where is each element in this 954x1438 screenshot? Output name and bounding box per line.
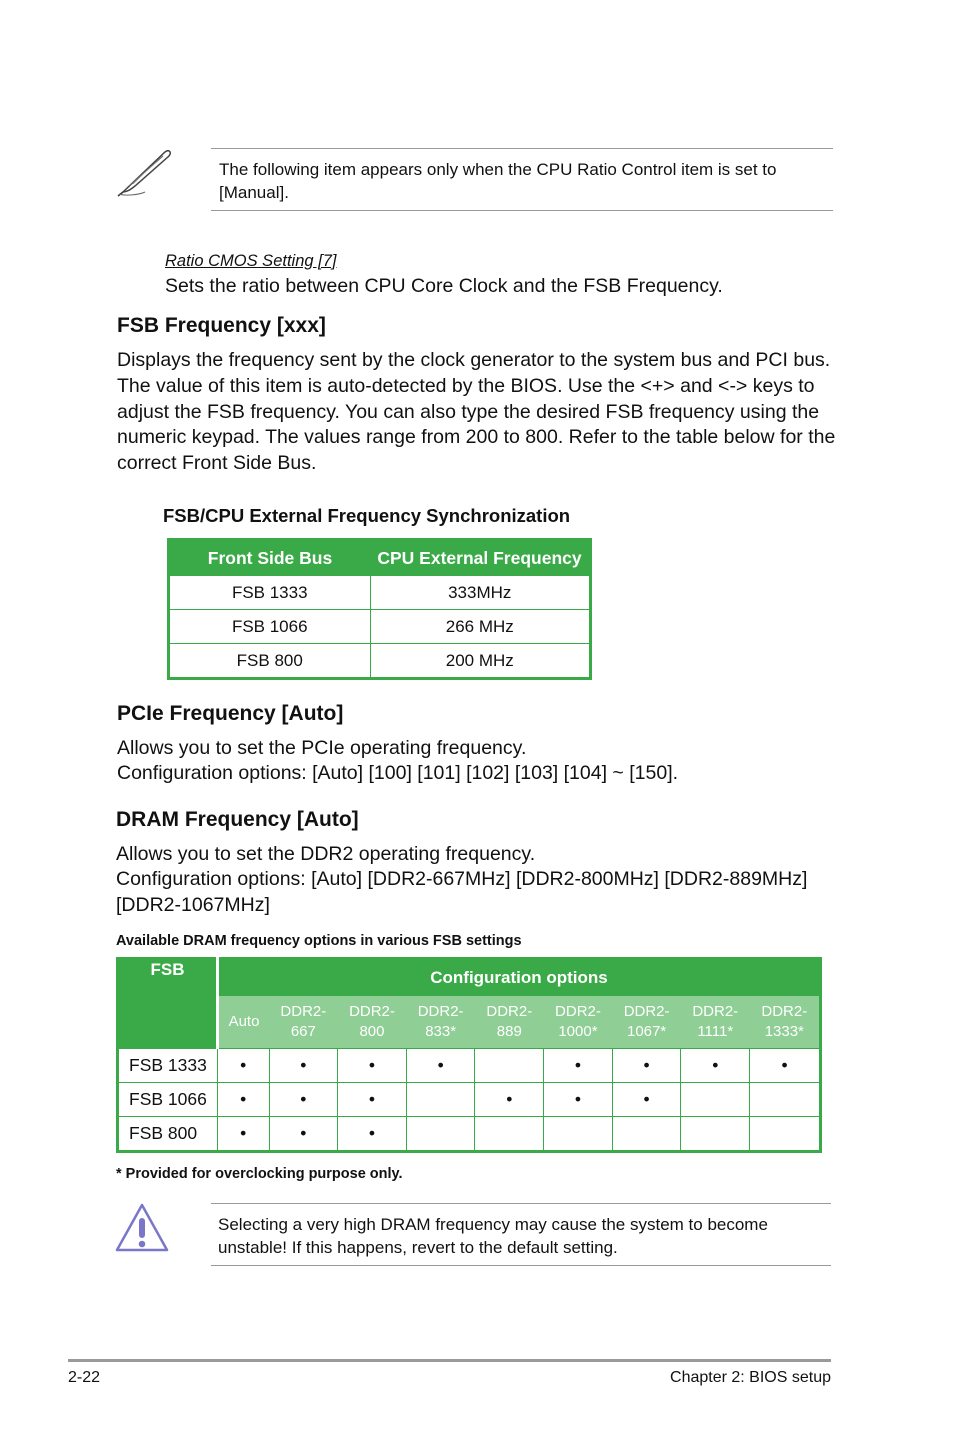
option-cell bbox=[406, 1117, 475, 1152]
option-cell: • bbox=[544, 1083, 613, 1117]
option-cell: • bbox=[269, 1117, 338, 1152]
option-cell bbox=[681, 1083, 750, 1117]
pcie-line1: Allows you to set the PCIe operating frequency. bbox=[117, 737, 527, 759]
option-header-line: DDR2- bbox=[349, 1003, 395, 1020]
row-label: FSB 1333 bbox=[118, 1049, 218, 1083]
table-cell: FSB 800 bbox=[169, 644, 371, 679]
ratio-cmos-title: Ratio CMOS Setting [7] bbox=[165, 252, 337, 270]
table-row bbox=[118, 1117, 821, 1152]
option-cell: • bbox=[612, 1083, 681, 1117]
fsb-table-header: Front Side Bus bbox=[169, 540, 371, 576]
option-header-line: DDR2- bbox=[623, 1003, 670, 1020]
option-cell: • bbox=[218, 1049, 270, 1083]
table-row bbox=[169, 610, 591, 644]
option-cell: • bbox=[218, 1083, 270, 1117]
note1-bottom-rule bbox=[211, 210, 833, 211]
option-header-line: 1333* bbox=[764, 1023, 804, 1040]
table-cell: 333MHz bbox=[370, 576, 591, 610]
dram-footnote: * Provided for overclocking purpose only. bbox=[116, 1166, 403, 1182]
option-header-line: 667 bbox=[290, 1023, 316, 1040]
footer-rule bbox=[68, 1359, 831, 1362]
table-cell: 200 MHz bbox=[370, 644, 591, 679]
fsb-table-title: FSB/CPU External Frequency Synchronization bbox=[163, 505, 571, 526]
option-header-line: 889 bbox=[496, 1023, 522, 1040]
option-header-line: 1111* bbox=[697, 1023, 734, 1040]
dram-table-title: Available DRAM frequency options in various FSB settings bbox=[116, 933, 522, 949]
option-header bbox=[475, 996, 544, 1049]
row-label: FSB 800 bbox=[118, 1117, 218, 1152]
ratio-cmos-desc: Sets the ratio between CPU Core Clock and the FSB Frequency. bbox=[165, 275, 723, 297]
option-cell bbox=[544, 1117, 613, 1152]
note2-top-rule bbox=[211, 1203, 831, 1204]
fsb-body: Displays the frequency sent by the clock generator to the system bus and PCI bus. The value of this item is auto-detected by the BIOS. Use the <+> and <-> keys to adjust the FSB frequency. You can also type the desired FSB frequency using the numeric keypad. The values range from 200 to 800. Refer to the table below for the correct Front Side Bus. bbox=[117, 349, 836, 475]
option-cell bbox=[681, 1117, 750, 1152]
table-cell: 266 MHz bbox=[370, 610, 591, 644]
note2-text: Selecting a very high DRAM frequency may cause the system to become unstable! If this happens, revert to the default setting. bbox=[218, 1215, 768, 1257]
option-cell: • bbox=[269, 1049, 338, 1083]
page-number: 2-22 bbox=[68, 1369, 101, 1386]
dram-table-config-header: Configuration options bbox=[218, 959, 821, 997]
option-cell: • bbox=[750, 1049, 821, 1083]
note2-bottom-rule bbox=[211, 1265, 831, 1266]
option-cell: • bbox=[544, 1049, 613, 1083]
option-header bbox=[750, 996, 821, 1049]
note-pen-icon bbox=[115, 146, 173, 198]
option-header-line: DDR2- bbox=[692, 1003, 739, 1020]
option-header bbox=[218, 996, 270, 1049]
note1-top-rule bbox=[211, 148, 833, 149]
dram-line1: Allows you to set the DDR2 operating frequency. bbox=[116, 843, 536, 865]
fsb-table-header: CPU External Frequency bbox=[370, 540, 591, 576]
chapter-label: Chapter 2: BIOS setup bbox=[670, 1369, 831, 1386]
table-row bbox=[118, 1049, 821, 1083]
option-header bbox=[612, 996, 681, 1049]
table-cell: FSB 1333 bbox=[169, 576, 371, 610]
option-cell: • bbox=[681, 1049, 750, 1083]
option-header-line: DDR2- bbox=[280, 1003, 327, 1020]
option-header bbox=[406, 996, 475, 1049]
dram-options-table bbox=[116, 957, 822, 1153]
table-row bbox=[169, 644, 591, 679]
pcie-heading: PCIe Frequency [Auto] bbox=[117, 702, 344, 725]
option-cell bbox=[475, 1049, 544, 1083]
note1-text: The following item appears only when the CPU Ratio Control item is set to [Manual]. bbox=[219, 160, 777, 202]
option-cell bbox=[475, 1117, 544, 1152]
option-cell bbox=[750, 1117, 821, 1152]
fsb-sync-table bbox=[167, 538, 592, 680]
option-cell: • bbox=[218, 1117, 270, 1152]
option-header-line: DDR2- bbox=[761, 1003, 808, 1020]
option-header-line: 800 bbox=[359, 1023, 385, 1040]
option-cell bbox=[750, 1083, 821, 1117]
option-header-line: DDR2- bbox=[417, 1003, 464, 1020]
option-cell: • bbox=[338, 1117, 407, 1152]
dram-line2: Configuration options: [Auto] [DDR2-667MHz] [DDR2-800MHz] [DDR2-889MHz] [DDR2-1067MHz] bbox=[116, 868, 808, 916]
option-header bbox=[681, 996, 750, 1049]
option-header-line: DDR2- bbox=[555, 1003, 601, 1020]
option-header bbox=[544, 996, 613, 1049]
dram-heading: DRAM Frequency [Auto] bbox=[116, 808, 359, 831]
option-cell: • bbox=[338, 1083, 407, 1117]
option-header-line: Auto bbox=[228, 1013, 260, 1030]
dram-table-fsb-header: FSB bbox=[118, 959, 218, 1049]
option-cell bbox=[406, 1083, 475, 1117]
warning-icon bbox=[114, 1202, 170, 1254]
option-header bbox=[269, 996, 338, 1049]
option-cell: • bbox=[269, 1083, 338, 1117]
option-header-line: DDR2- bbox=[486, 1003, 533, 1020]
table-cell: FSB 1066 bbox=[169, 610, 371, 644]
option-header bbox=[338, 996, 407, 1049]
fsb-heading: FSB Frequency [xxx] bbox=[117, 314, 326, 337]
option-header-line: 833* bbox=[425, 1023, 457, 1040]
option-header-line: 1067* bbox=[627, 1023, 667, 1040]
table-row bbox=[118, 1083, 821, 1117]
option-cell bbox=[612, 1117, 681, 1152]
option-cell: • bbox=[612, 1049, 681, 1083]
pcie-line2: Configuration options: [Auto] [100] [101] [102] [103] [104] ~ [150]. bbox=[117, 762, 679, 784]
option-header-line: 1000* bbox=[558, 1023, 598, 1040]
option-cell: • bbox=[406, 1049, 475, 1083]
dram-options-header-row bbox=[118, 996, 821, 1049]
table-row bbox=[169, 576, 591, 610]
option-cell: • bbox=[475, 1083, 544, 1117]
option-cell: • bbox=[338, 1049, 407, 1083]
row-label: FSB 1066 bbox=[118, 1083, 218, 1117]
